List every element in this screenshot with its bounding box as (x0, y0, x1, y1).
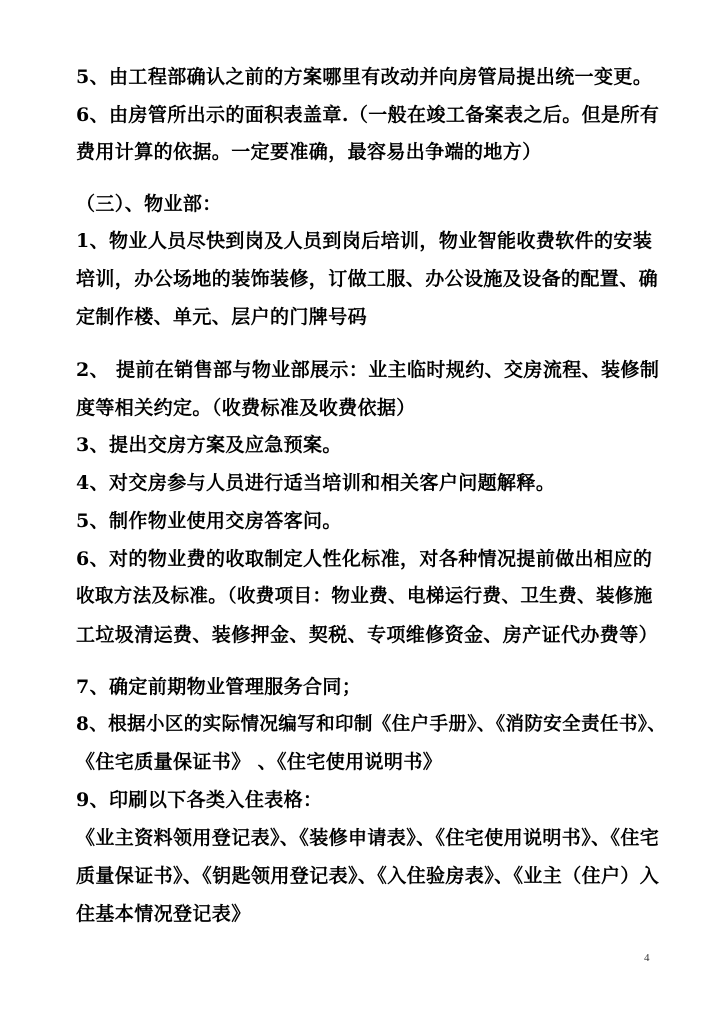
text-line: 2、 提前在销售部与物业部展示：业主临时规约、交房流程、装修制 (76, 359, 660, 381)
text-line: 工垃圾清运费、装修押金、契税、专项维修资金、房产证代办费等） (76, 624, 659, 646)
page-number: 4 (644, 952, 650, 964)
text-line: 费用计算的依据。一定要准确，最容易出争端的地方） (76, 141, 542, 163)
text-line: 培训，办公场地的装饰装修，订做工服、办公设施及设备的配置、确 (76, 268, 659, 290)
text-line: 6、由房管所出示的面积表盖章.（一般在竣工备案表之后。但是所有 (76, 104, 660, 126)
text-line: 4、对交房参与人员进行适当培训和相关客户问题解释。 (76, 472, 556, 494)
text-line: 6、对的物业费的收取制定人性化标准，对各种情况提前做出相应的 (76, 548, 653, 570)
text-line: 度等相关约定。（收费标准及收费依据） (76, 397, 416, 419)
text-line: 7、确定前期物业管理服务合同； (76, 676, 362, 698)
text-line: 9、印刷以下各类入住表格： (76, 789, 323, 811)
section-heading: （三）、物业部： (76, 193, 222, 215)
text-line: 3、提出交房方案及应急预案。 (76, 434, 342, 456)
text-line: 1、物业人员尽快到岗及人员到岗后培训，物业智能收费软件的安装 (76, 230, 653, 252)
text-line: 质量保证书》、《钥匙领用登记表》、《入住验房表》、《业主（住户）入 (76, 865, 660, 887)
text-line: 定制作楼、单元、层户的门牌号码 (76, 306, 368, 328)
text-line: 5、由工程部确认之前的方案哪里有改动并向房管局提出统一变更。 (76, 66, 653, 88)
text-line: 5、制作物业使用交房答客问。 (76, 510, 342, 532)
text-line: 《业主资料领用登记表》、《装修申请表》、《住宅使用说明书》、《住宅 (76, 827, 660, 849)
text-line: 《住宅质量保证书》 、《住宅使用说明书》 (76, 751, 443, 773)
text-line: 收取方法及标准。（收费项目：物业费、电梯运行费、卫生费、装修施 (76, 586, 653, 607)
text-line: 住基本情况登记表》 (76, 903, 251, 925)
text-line: 8、根据小区的实际情况编写和印制《住户手册》、《消防安全责任书》、 (76, 714, 667, 735)
